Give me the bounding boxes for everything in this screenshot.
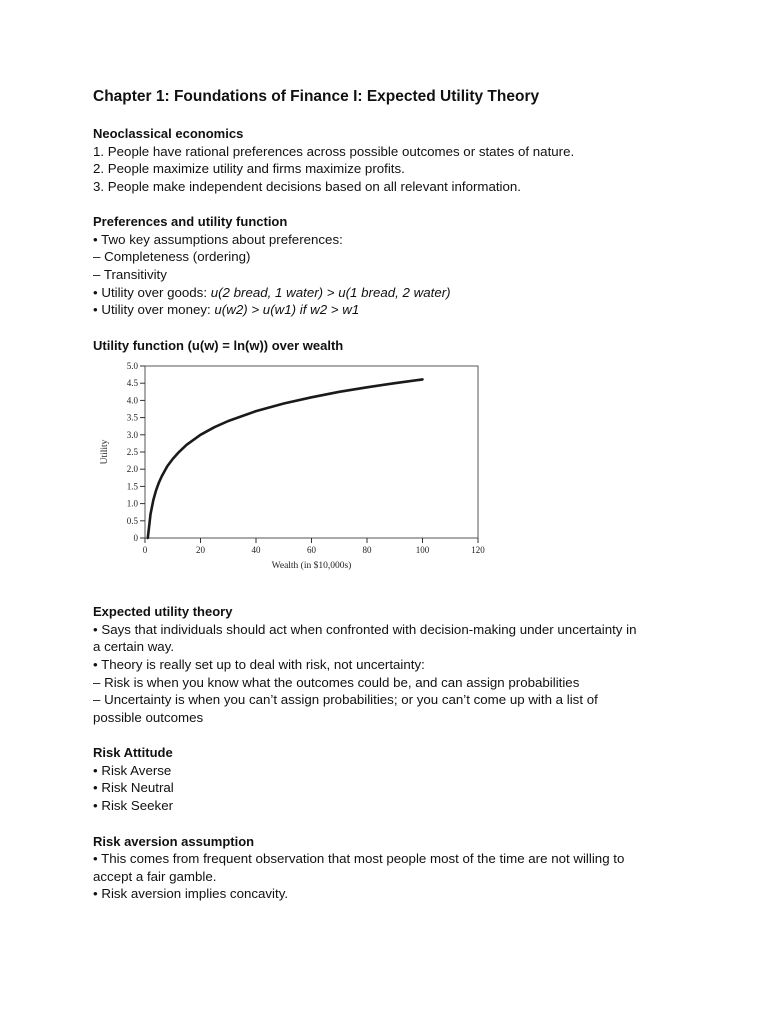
bullet-item: • This comes from frequent observation that most people most of the time are not willing to xyxy=(93,851,625,867)
numbered-item: 1. People have rational preferences across possible outcomes or states of nature. xyxy=(93,143,575,159)
sub-item: – Completeness (ordering) xyxy=(93,249,251,265)
page-title: Chapter 1: Foundations of Finance I: Expected Utility Theory xyxy=(93,88,540,105)
section-heading: Risk Attitude xyxy=(93,745,173,761)
goods-prefix: • Utility over goods: xyxy=(93,284,211,300)
utility-curve xyxy=(148,380,423,539)
bullet-item: • Risk aversion implies concavity. xyxy=(93,886,289,902)
section-heading: Neoclassical economics xyxy=(93,126,244,141)
x-tick-label: 60 xyxy=(307,545,316,556)
bullet-item: • Two key assumptions about preferences: xyxy=(93,231,343,247)
section-heading: Utility function (u(w) = ln(w)) over wealth xyxy=(93,337,344,353)
y-tick-label: 5.0 xyxy=(126,361,138,372)
section-heading: Risk aversion assumption xyxy=(93,833,255,849)
section-heading: Expected utility theory xyxy=(93,604,233,620)
y-tick-label: 2.0 xyxy=(126,464,138,475)
sub-item: – Risk is when you know what the outcomes could be, and can assign probabilities xyxy=(93,674,580,690)
plot-frame xyxy=(145,366,478,538)
section-neoclassical xyxy=(93,125,683,195)
y-tick-label: 4.5 xyxy=(126,378,138,389)
y-tick-label: 1.5 xyxy=(126,481,138,492)
x-tick-label: 100 xyxy=(415,545,430,556)
y-tick-label: 0 xyxy=(133,533,138,544)
bullet-item: • Risk Seeker xyxy=(93,798,174,813)
sub-item: – Transitivity xyxy=(93,266,167,282)
bullet-item-goods xyxy=(93,284,683,302)
x-axis-label: Wealth (in $10,000s) xyxy=(271,561,352,572)
section-expected-utility xyxy=(93,603,683,726)
bullet-continuation: accept a fair gamble. xyxy=(93,868,217,884)
x-tick-label: 80 xyxy=(362,545,372,556)
section-heading: Preferences and utility function xyxy=(93,214,288,230)
x-tick-label: 20 xyxy=(196,545,205,556)
numbered-item: 2. People maximize utility and firms maximize profits. xyxy=(93,161,405,177)
y-axis-label: Utility xyxy=(100,439,110,465)
x-tick-label: 0 xyxy=(142,545,148,556)
bullet-item-money xyxy=(93,301,683,319)
goods-expression: u(2 bread, 1 water) > u(1 bread, 2 water) xyxy=(210,284,451,300)
section-utility-chart xyxy=(93,337,683,586)
utility-chart xyxy=(93,358,513,580)
numbered-item: 3. People make independent decisions based on all relevant information. xyxy=(93,178,521,194)
y-tick-label: 2.5 xyxy=(126,447,138,458)
x-tick-label: 120 xyxy=(471,545,485,556)
sub-item: – Uncertainty is when you can’t assign probabilities; or you can’t come up with a list of xyxy=(93,692,598,708)
chart-container xyxy=(93,358,683,585)
bullet-item: • Risk Neutral xyxy=(93,780,174,796)
x-tick-label: 40 xyxy=(251,545,261,556)
y-tick-label: 3.0 xyxy=(126,430,138,441)
bullet-continuation: possible outcomes xyxy=(93,709,204,725)
bullet-continuation: a certain way. xyxy=(93,639,175,655)
money-prefix: • Utility over money: xyxy=(93,302,215,318)
section-preferences xyxy=(93,213,683,318)
bullet-item: • Theory is really set up to deal with risk, not uncertainty: xyxy=(93,656,425,672)
document-page xyxy=(93,86,683,921)
bullet-item: • Risk Averse xyxy=(93,762,172,778)
y-tick-label: 0.5 xyxy=(126,516,138,527)
y-tick-label: 1.0 xyxy=(126,498,138,509)
section-risk-attitude xyxy=(93,744,683,814)
money-expression: u(w2) > u(w1) if w2 > w1 xyxy=(214,302,360,318)
bullet-item: • Says that individuals should act when confronted with decision-making under uncertainty in xyxy=(93,621,637,637)
y-tick-label: 3.5 xyxy=(126,412,138,423)
section-risk-aversion xyxy=(93,833,683,903)
y-tick-label: 4.0 xyxy=(126,395,138,406)
